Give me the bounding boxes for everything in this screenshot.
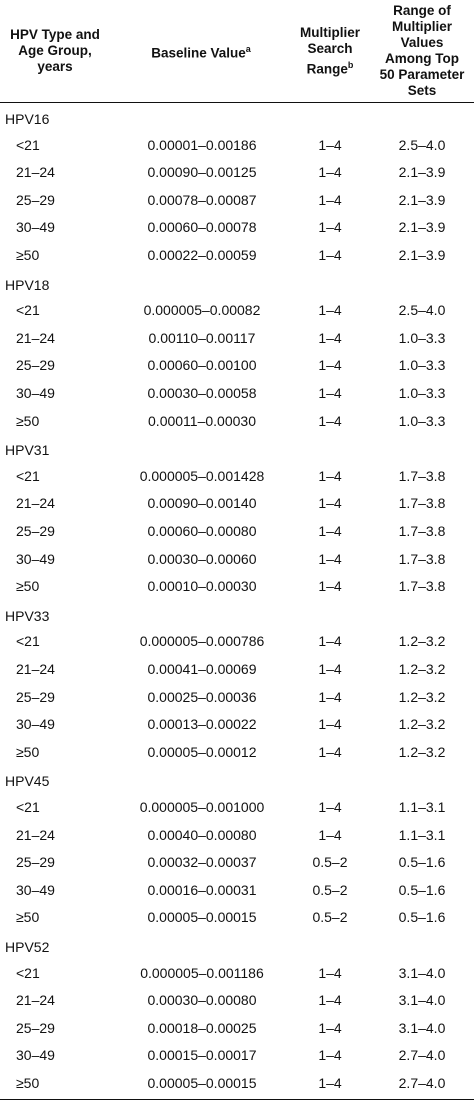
age-cell: 30–49 xyxy=(16,385,55,401)
baseline-cell: 0.00110–0.00117 xyxy=(148,329,256,346)
range-cell: 1.2–3.2 xyxy=(398,743,446,760)
baseline-cell: 0.00025–0.00036 xyxy=(147,688,257,705)
group-name: HPV52 xyxy=(5,939,50,955)
range-cell: 2.1–3.9 xyxy=(398,247,446,263)
multiplier-cell: 1–4 xyxy=(318,357,342,374)
multiplier-cell: 1–4 xyxy=(318,1019,342,1036)
header-line: Search xyxy=(307,40,353,56)
multiplier-cell: 1–4 xyxy=(318,826,342,843)
group-name: HPV16 xyxy=(5,111,50,127)
multiplier-cell: 1–4 xyxy=(318,385,342,401)
table-row xyxy=(0,904,474,932)
range-cell: 0.5–1.6 xyxy=(398,881,446,898)
table-row xyxy=(0,960,474,988)
range-cell: 1.1–3.1 xyxy=(398,826,446,843)
baseline-cell: 0.00015–0.00017 xyxy=(147,1047,257,1064)
table-row xyxy=(0,656,474,684)
group-name: HPV18 xyxy=(5,276,50,293)
header-multiplier-range-top50 xyxy=(370,0,474,102)
range-cell: 3.1–4.0 xyxy=(398,964,446,981)
multiplier-cell: 1–4 xyxy=(318,329,342,346)
multiplier-cell: 0.5–2 xyxy=(312,909,348,926)
table-row xyxy=(0,1042,474,1070)
table-row xyxy=(0,877,474,905)
header-multiplier-search-range xyxy=(290,0,370,102)
multiplier-cell: 1–4 xyxy=(318,1075,342,1091)
age-cell: 21–24 xyxy=(16,992,55,1009)
header-line: Baseline Value xyxy=(151,45,246,61)
baseline-cell: 0.000005–0.000786 xyxy=(139,633,265,650)
baseline-cell: 0.000005–0.00082 xyxy=(143,302,261,319)
table-row xyxy=(0,822,474,850)
baseline-cell: 0.00060–0.00100 xyxy=(147,357,257,374)
group-name: HPV31 xyxy=(5,442,50,459)
baseline-cell: 0.00041–0.00069 xyxy=(147,661,257,677)
age-cell: 30–49 xyxy=(16,550,55,567)
multiplier-cell: 0.5–2 xyxy=(312,854,348,871)
footnote-marker: a xyxy=(245,43,251,54)
age-cell: 21–24 xyxy=(16,495,55,512)
baseline-cell: 0.00005–0.00015 xyxy=(147,1075,257,1091)
range-cell: 1.2–3.2 xyxy=(398,661,446,677)
range-cell: 1.0–3.3 xyxy=(398,329,446,346)
range-cell: 0.5–1.6 xyxy=(398,854,446,871)
header-line: Range of xyxy=(393,3,451,18)
baseline-cell: 0.00018–0.00025 xyxy=(147,1019,257,1036)
age-cell: 25–29 xyxy=(16,854,55,871)
range-cell: 3.1–4.0 xyxy=(398,1019,446,1036)
multiplier-cell: 1–4 xyxy=(318,1047,342,1064)
multiplier-cell: 1–4 xyxy=(318,799,342,815)
multiplier-cell: 1–4 xyxy=(318,191,342,208)
group-row xyxy=(0,601,474,629)
header-baseline-value xyxy=(112,0,290,102)
baseline-cell: 0.00005–0.00015 xyxy=(147,909,257,926)
header-line: Values xyxy=(400,35,444,50)
baseline-cell: 0.000005–0.001186 xyxy=(140,964,264,981)
baseline-cell: 0.00078–0.00087 xyxy=(147,191,257,208)
baseline-cell: 0.00090–0.00140 xyxy=(147,495,257,512)
table-row xyxy=(0,711,474,739)
range-cell: 1.7–3.8 xyxy=(398,467,446,484)
baseline-cell: 0.00022–0.00059 xyxy=(147,247,257,263)
table-row xyxy=(0,573,474,601)
age-cell: 30–49 xyxy=(16,881,55,898)
table-row xyxy=(0,628,474,656)
table-row xyxy=(0,490,474,518)
baseline-cell: 0.00040–0.00080 xyxy=(147,826,257,843)
range-cell: 3.1–4.0 xyxy=(398,992,446,1009)
header-hpv-type-age xyxy=(0,0,110,102)
multiplier-cell: 1–4 xyxy=(318,743,342,760)
range-cell: 1.2–3.2 xyxy=(398,716,446,733)
multiplier-cell: 1–4 xyxy=(318,688,342,705)
multiplier-cell: 0.5–2 xyxy=(312,881,348,898)
range-cell: 2.5–4.0 xyxy=(398,302,446,319)
table-row xyxy=(0,187,474,215)
age-cell: 30–49 xyxy=(16,219,55,236)
table-bottom-rule xyxy=(0,1099,474,1100)
multiplier-cell: 1–4 xyxy=(318,578,342,595)
age-cell: 25–29 xyxy=(16,357,55,374)
range-cell: 2.7–4.0 xyxy=(398,1047,446,1064)
range-cell: 1.7–3.8 xyxy=(398,550,446,567)
table-row xyxy=(0,794,474,822)
header-line: Multiplier xyxy=(300,24,360,40)
group-row xyxy=(0,766,474,794)
age-cell: ≥50 xyxy=(16,247,40,263)
age-cell: 30–49 xyxy=(16,1047,55,1064)
header-line: Age Group, xyxy=(18,43,92,58)
range-cell: 2.1–3.9 xyxy=(398,191,446,208)
table-row xyxy=(0,1070,474,1098)
table-row xyxy=(0,214,474,242)
group-name: HPV33 xyxy=(5,607,50,624)
range-cell: 1.1–3.1 xyxy=(398,799,446,815)
age-cell: <21 xyxy=(16,964,40,981)
group-row xyxy=(0,932,474,960)
baseline-cell: 0.00030–0.00058 xyxy=(147,385,257,401)
group-row xyxy=(0,104,474,132)
range-cell: 0.5–1.6 xyxy=(398,909,446,926)
group-row xyxy=(0,435,474,463)
age-cell: 21–24 xyxy=(16,329,55,346)
age-cell: 25–29 xyxy=(16,688,55,705)
table-row xyxy=(0,242,474,270)
table-row xyxy=(0,352,474,380)
multiplier-cell: 1–4 xyxy=(318,964,342,981)
table-row xyxy=(0,987,474,1015)
multiplier-cell: 1–4 xyxy=(318,550,342,567)
header-line: HPV Type and xyxy=(10,27,100,42)
multiplier-cell: 1–4 xyxy=(318,495,342,512)
table-row xyxy=(0,380,474,408)
header-line: Range xyxy=(306,61,348,77)
multiplier-cell: 1–4 xyxy=(318,302,342,319)
multiplier-cell: 1–4 xyxy=(318,164,342,181)
baseline-cell: 0.00013–0.00022 xyxy=(147,716,257,733)
table-row xyxy=(0,325,474,353)
table-row xyxy=(0,132,474,160)
multiplier-cell: 1–4 xyxy=(318,716,342,733)
baseline-cell: 0.00011–0.00030 xyxy=(148,412,256,429)
baseline-cell: 0.00005–0.00012 xyxy=(147,743,257,760)
header-line: Among Top xyxy=(385,51,459,66)
multiplier-cell: 1–4 xyxy=(318,523,342,539)
range-cell: 2.1–3.9 xyxy=(398,219,446,236)
range-cell: 2.7–4.0 xyxy=(398,1075,446,1091)
table-row xyxy=(0,684,474,712)
header-line: Sets xyxy=(407,83,437,98)
table-row xyxy=(0,297,474,325)
range-cell: 1.2–3.2 xyxy=(398,633,446,650)
multiplier-cell: 1–4 xyxy=(318,661,342,677)
table-row xyxy=(0,159,474,187)
table-row xyxy=(0,1015,474,1043)
table-row xyxy=(0,408,474,436)
baseline-cell: 0.00060–0.00078 xyxy=(147,219,257,236)
group-row xyxy=(0,270,474,298)
table-row xyxy=(0,546,474,574)
age-cell: 30–49 xyxy=(16,716,55,733)
baseline-cell: 0.00001–0.00186 xyxy=(147,136,257,153)
multiplier-cell: 1–4 xyxy=(318,992,342,1009)
range-cell: 1.7–3.8 xyxy=(398,578,446,595)
range-cell: 1.0–3.3 xyxy=(398,412,446,429)
age-cell: <21 xyxy=(16,302,40,319)
range-cell: 1.2–3.2 xyxy=(398,688,446,705)
baseline-cell: 0.00032–0.00037 xyxy=(147,854,257,871)
age-cell: <21 xyxy=(16,467,40,484)
baseline-cell: 0.00010–0.00030 xyxy=(147,578,257,595)
range-cell: 2.5–4.0 xyxy=(398,136,446,153)
age-cell: ≥50 xyxy=(16,1075,40,1091)
age-cell: 25–29 xyxy=(16,191,55,208)
range-cell: 1.7–3.8 xyxy=(398,523,446,539)
baseline-cell: 0.00060–0.00080 xyxy=(147,523,257,539)
age-cell: <21 xyxy=(16,136,40,153)
baseline-cell: 0.00030–0.00060 xyxy=(147,550,257,567)
table-row xyxy=(0,518,474,546)
age-cell: 25–29 xyxy=(16,523,55,539)
age-cell: ≥50 xyxy=(16,412,40,429)
age-cell: ≥50 xyxy=(16,743,40,760)
header-line: 50 Parameter xyxy=(379,67,465,82)
baseline-cell: 0.00030–0.00080 xyxy=(147,992,257,1009)
range-cell: 2.1–3.9 xyxy=(398,164,446,181)
age-cell: ≥50 xyxy=(16,909,40,926)
baseline-cell: 0.00016–0.00031 xyxy=(147,881,257,898)
table-header xyxy=(0,0,474,103)
age-cell: ≥50 xyxy=(16,578,40,595)
age-cell: <21 xyxy=(16,799,40,815)
range-cell: 1.0–3.3 xyxy=(398,385,446,401)
range-cell: 1.0–3.3 xyxy=(398,357,446,374)
table-row xyxy=(0,463,474,491)
header-line: years xyxy=(37,59,73,74)
multiplier-cell: 1–4 xyxy=(318,412,342,429)
range-cell: 1.7–3.8 xyxy=(398,495,446,512)
header-line: Multiplier xyxy=(392,19,452,34)
age-cell: <21 xyxy=(16,633,40,650)
multiplier-cell: 1–4 xyxy=(318,633,342,650)
group-name: HPV45 xyxy=(5,773,50,790)
baseline-cell: 0.000005–0.001428 xyxy=(139,467,265,484)
age-cell: 21–24 xyxy=(16,164,55,181)
table-row xyxy=(0,849,474,877)
table-row xyxy=(0,739,474,767)
age-cell: 25–29 xyxy=(16,1019,55,1036)
multiplier-cell: 1–4 xyxy=(318,247,342,263)
multiplier-cell: 1–4 xyxy=(318,136,342,153)
multiplier-cell: 1–4 xyxy=(318,467,342,484)
multiplier-cell: 1–4 xyxy=(318,219,342,236)
age-cell: 21–24 xyxy=(16,826,55,843)
baseline-cell: 0.00090–0.00125 xyxy=(147,164,257,181)
age-cell: 21–24 xyxy=(16,661,55,677)
footnote-marker: b xyxy=(347,59,354,70)
baseline-cell: 0.000005–0.001000 xyxy=(139,799,265,815)
